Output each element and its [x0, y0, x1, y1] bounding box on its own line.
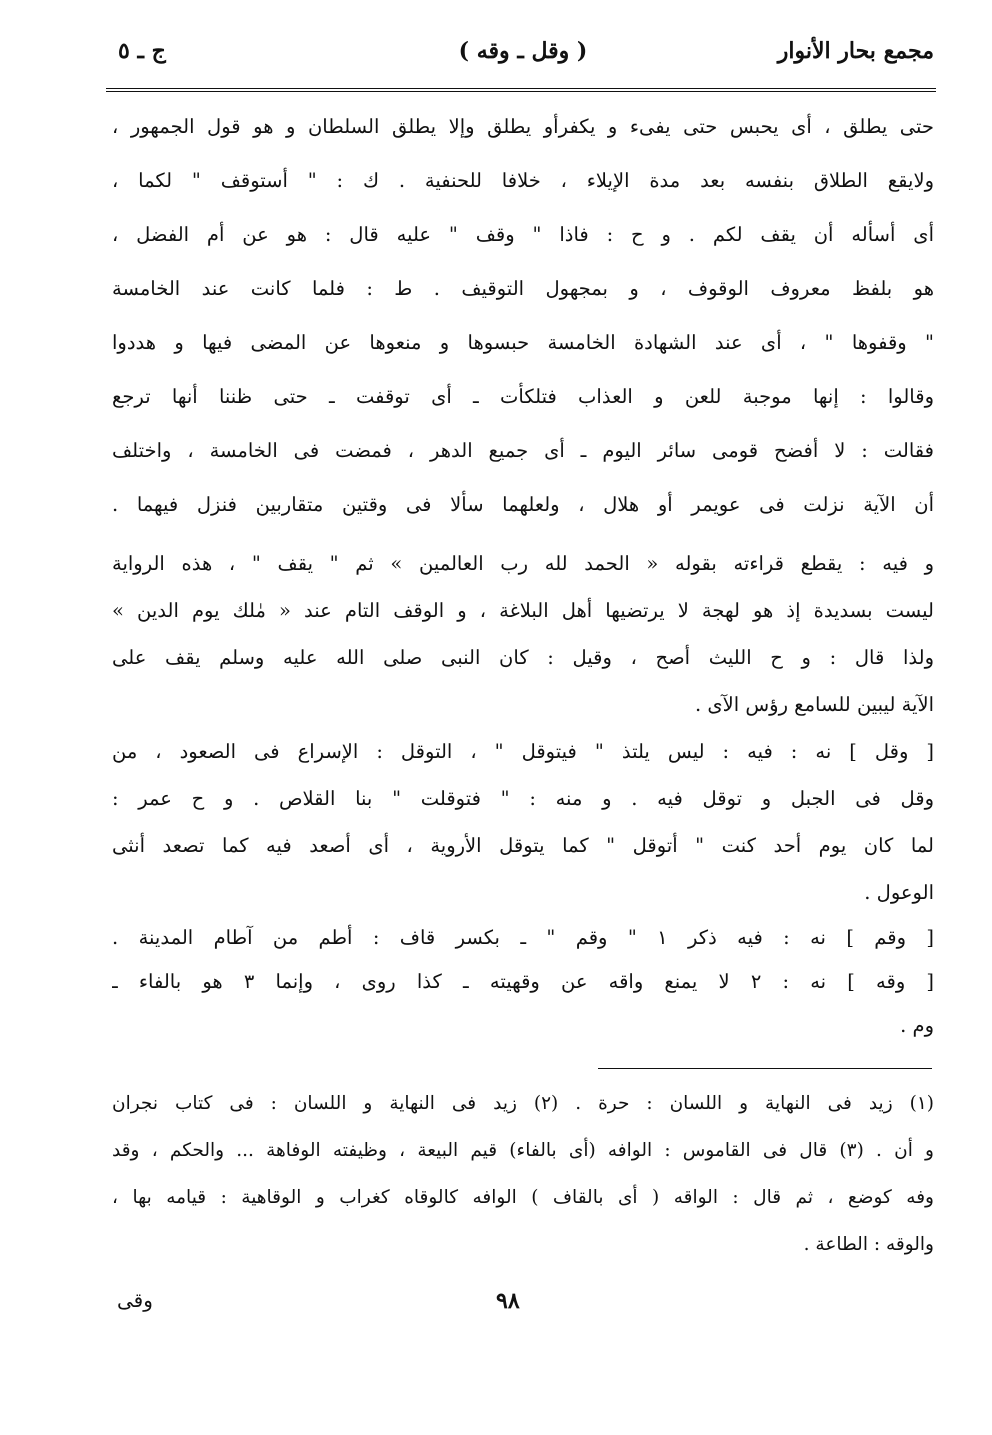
text-line: " وقفوها " ، أى عند الشهادة الخامسة حبسوها و منعوها عن المضى فيها و هددوا [112, 331, 934, 354]
text-line: هو بلفظ معروف الوقوف ، و بمجهول التوقيف . ط : فلما كانت عند الخامسة [112, 277, 934, 300]
text-line: ولايقع الطلاق بنفسه بعد مدة الإيلاء ، خلافا للحنفية . ك : " أستوقف " لكما ، [112, 169, 934, 192]
text-line: فقالت : لا أفضح قومى سائر اليوم ـ أى جميع الدهر ، فمضت فى الخامسة ، واختلف [112, 439, 934, 462]
text-line: [ وقل ] نه : فيه : ليس يلتذ " فيتوقل " ، التوقل : الإسراع فى الصعود ، من [112, 740, 934, 763]
text-line: الوعول . [864, 881, 934, 904]
text-line: ولذا قال : و ح الليث أصح ، وقيل : كان النبى صلى الله عليه وسلم يقف على [112, 646, 934, 669]
text-line: و فيه : يقطع قراءته بقوله « الحمد لله رب العالمين » ثم " يقف " ، هذه الرواية [112, 552, 934, 575]
page-header [112, 38, 934, 78]
entry-waqm-waqh [112, 916, 934, 1048]
text-line: وقالوا : إنها موجبة للعن و العذاب فتلكأت ـ أى توقفت ـ حتى ظننا أنها ترجع [112, 385, 934, 408]
footnote-line: (١) زيد فى النهاية و اللسان : حرة . (٢) زيد فى النهاية و اللسان : فى كتاب نجران [112, 1093, 934, 1114]
text-line: حتى يطلق ، أى يحبس حتى يفىء و يكفرأو يطلق وإلا يطلق السلطان و هو قول الجمهور ، [112, 115, 934, 138]
text-line: أن الآية نزلت فى عويمر أو هلال ، ولعلهما سألا فى وقتين متقاربين فنزل فيهما . [112, 493, 934, 516]
main-text [112, 100, 934, 1048]
entry-waql [112, 728, 934, 916]
page-number: ٩٨ [496, 1288, 520, 1314]
footnote-line: والوقه : الطاعة . [803, 1234, 934, 1255]
footnote-line: و أن . (٣) قال فى القاموس : الوافه (أى بالفاء) قيم البيعة ، وظيفته الوفاهة ... والحكم ، وقد [112, 1140, 934, 1161]
text-line: وقل فى الجبل و توقل فيه . و منه : " فتوقلت " بنا القلاص . و ح عمر : [112, 787, 934, 810]
paragraph-recitation [112, 540, 934, 728]
header-double-rule [106, 88, 936, 92]
text-line: الآية ليبين للسامع رؤس الآى . [694, 693, 934, 716]
volume-number: ج ـ ٥ [118, 38, 166, 64]
text-line: [ وقم ] نه : فيه ذكر ١ " وقم " ـ بكسر قاف : أطم من آطام المدينة . [112, 926, 934, 949]
footnote-separator [598, 1068, 932, 1069]
text-line: وم . [900, 1014, 934, 1037]
text-line: [ وقه ] نه : ٢ لا يمنع واقه عن وقهيته ـ كذا روى ، وإنما ٣ هو بالفاء ـ [112, 970, 934, 993]
section-title: ( وقل ـ وقه ) [458, 38, 588, 64]
text-line: لما كان يوم أحد كنت " أتوقل " كما يتوقل الأروية ، أى أصعد فيه كما تصعد أنثى [112, 834, 934, 857]
book-title: مجمع بحار الأنوار [777, 38, 934, 64]
footnotes [112, 1080, 934, 1268]
footnote-line: وفه كوضع ، ثم قال : الواقه ( أى بالقاف ) الوافه كالوقاه كغراب و الوقاهية : قيامه بها ، [112, 1187, 934, 1208]
text-line: ليست بسديدة إذ هو لهجة لا يرتضيها أهل البلاغة ، و الوقف التام عند « مٰلك يوم الدين » [112, 599, 934, 622]
paragraph-waqf [112, 100, 934, 532]
catchword: وقى [117, 1288, 153, 1312]
text-line: أى أسأله أن يقف لكم . و ح : فاذا " وقف " عليه قال : هو عن أم الفضل ، [112, 223, 934, 246]
